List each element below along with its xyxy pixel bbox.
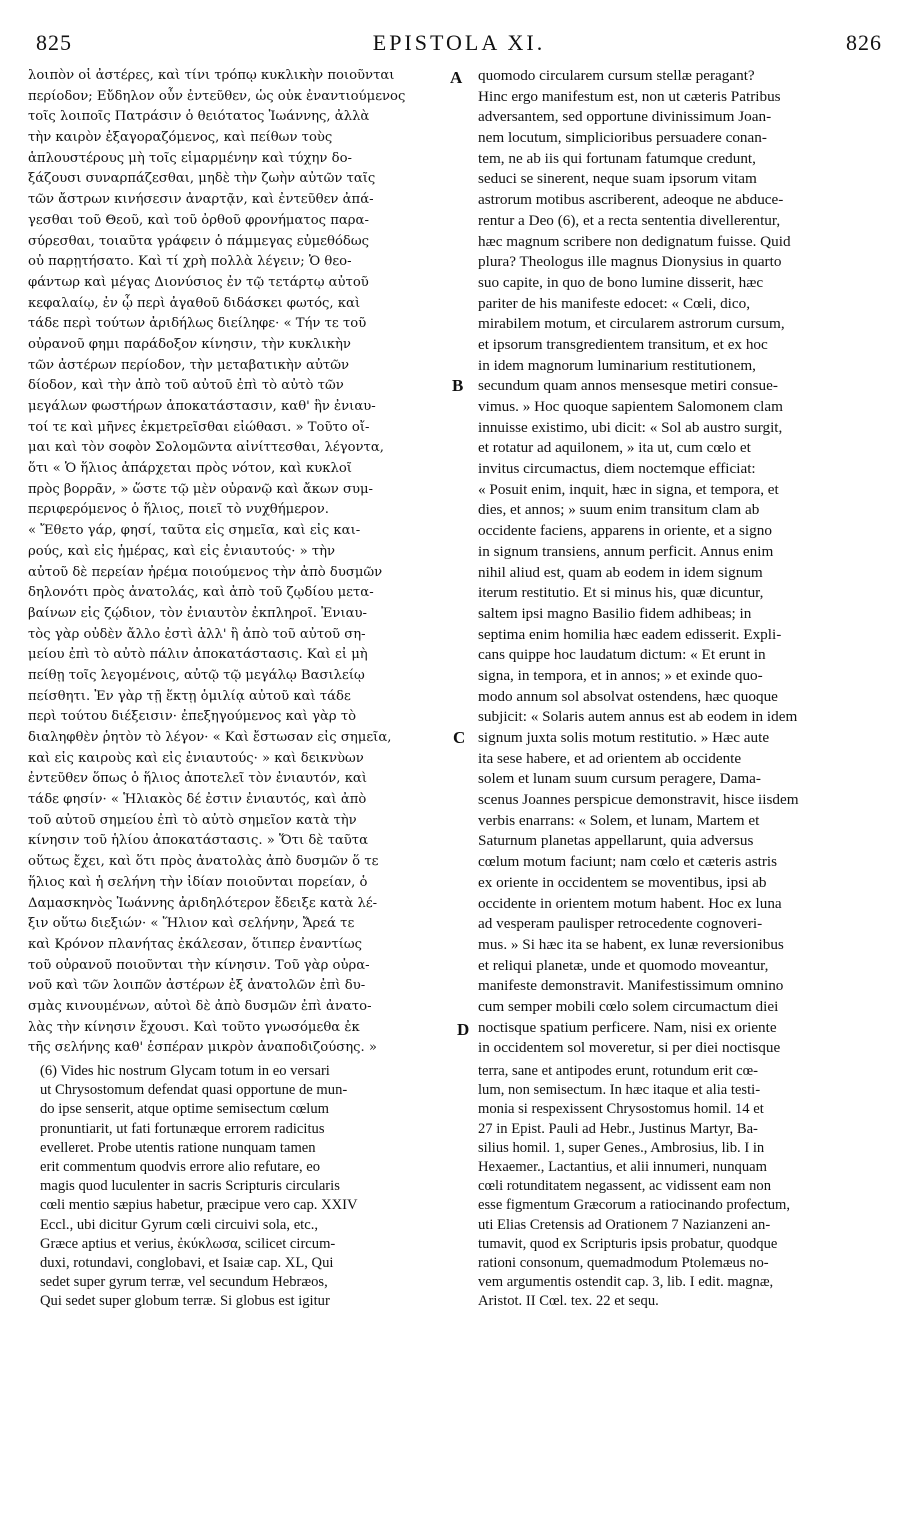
latin-text-line: et rotatur ad aquilonem, » ita ut, cum cœlo et	[478, 439, 751, 457]
footnote-line: terra, sane et antipodes erunt, rotundum erit cœ-	[478, 1063, 759, 1079]
latin-text-line: et reliqui planetæ, unde et quomodo moveantur,	[478, 956, 769, 974]
footnote-line: Hexaemer., Lactantius, et alii innumeri, nunquam	[478, 1158, 767, 1175]
latin-text-line: nem locutum, simplicioribus persuadere conan-	[478, 129, 767, 147]
latin-text-line: subjicit: « Solaris autem annus est ab eodem in idem	[478, 708, 798, 726]
greek-text-column	[28, 66, 468, 1059]
section-marker-b: B	[452, 376, 464, 395]
latin-text-line: occidente in orientem motum habent. Hoc ex luna	[478, 894, 782, 912]
greek-text-line: πρὸς βορρᾶν, » ὥστε τῷ μὲν οὐρανῷ καὶ ἄκων συμ-	[28, 481, 373, 497]
latin-text-line: ad vesperam paulisper retrocedente cognoveri-	[478, 915, 763, 933]
latin-text-line: « Posuit enim, inquit, hæc in signa, et tempora, et	[478, 480, 779, 498]
greek-text-line: περιφερόμενος ὁ ἥλιος, ποιεῖ τὸ νυχθήμερον.	[28, 502, 329, 518]
greek-text-line: ἥλιος καὶ ἡ σελήνη τὴν ἰδίαν ποιοῦνται πορείαν, ὁ	[28, 874, 368, 890]
greek-text-line: τῶν ἀστέρων περίοδον, τὴν μεταβατικὴν αὐτῶν	[28, 357, 349, 373]
footnote-line: Aristot. II Cœl. tex. 22 et sequ.	[478, 1293, 659, 1310]
greek-text-line: τὸς γὰρ οὐδὲν ἄλλο ἐστὶ ἀλλ' ἢ ἀπὸ τοῦ αὐτοῦ ση-	[28, 626, 366, 642]
section-marker-c: C	[453, 728, 466, 747]
latin-text-line: tem, ne ab iis qui fortunam fatumque credunt,	[478, 149, 756, 167]
footnote-line: erit commentum quodvis errore alio refutare, eo	[40, 1158, 321, 1175]
greek-text-line: Δαμασκηνὸς Ἰωάννης ἀριδηλότερον ἔδειξε κατὰ λέ-	[28, 895, 378, 911]
greek-text-line: τῶν ἄστρων κινήσεσιν ἀναρτᾷν, καὶ ἐντεῦθεν ἀπά-	[28, 192, 374, 208]
latin-text-line: suo capite, in quo de bono lumine disserit, hæc	[478, 273, 764, 291]
footnote-line: esse figmentum Græcorum a ratiocinando profectum,	[478, 1197, 791, 1214]
greek-text-line: βαίνων εἰς ζῴδιον, τὸν ἐνιαυτὸν ἐκπληροῖ. Ἐνιαυ-	[28, 605, 367, 621]
latin-text-line: nihil aliud est, quam ab eodem in idem signum	[478, 563, 763, 581]
greek-text-line: πείσθητι. Ἐν γὰρ τῇ ἕκτῃ ὁμιλίᾳ αὐτοῦ καὶ τάδε	[28, 688, 351, 704]
latin-text-line: occidente faciens, apparens in oriente, et a signo	[478, 522, 772, 540]
footnote-line: Eccl., ubi dicitur Gyrum cœli circuivi sola, etc.,	[40, 1216, 319, 1233]
greek-text-line: δίοδον, καὶ τὴν ἀπὸ τοῦ αὐτοῦ ἐπὶ τὸ αὐτὸ τῶν	[28, 378, 344, 394]
greek-text-line: ρούς, καὶ εἰς ἡμέρας, καὶ εἰς ἐνιαυτούς· » τὴν	[28, 543, 336, 559]
greek-text-line: περὶ τούτου διέξεισιν· ἐπεξηγούμενος καὶ γὰρ τὸ	[28, 709, 357, 725]
greek-text-line: πείθῃ τοῖς λεγομένοις, αὐτῷ τῷ μεγάλῳ Βασιλείῳ	[28, 667, 365, 683]
greek-text-line: μεγάλων φωστήρων ἀποκατάστασιν, καθ' ἣν ἐνιαυ-	[28, 399, 376, 414]
greek-text-line: δηλονότι πρὸς ἀνατολάς, καὶ ἀπὸ τοῦ ζῳδίου μετα-	[28, 585, 374, 601]
greek-text-line: σμὰς κινουμένων, αὐτοὶ δὲ ἀπὸ δυσμῶν ἐπὶ ἀνατο-	[28, 998, 372, 1014]
latin-text-line: scenus Joannes perspicue demonstravit, hisce iisdem	[478, 791, 799, 809]
greek-text-line: τάδε περὶ τούτων ἀριδήλως διείληφε· « Τήν τε τοῦ	[28, 316, 367, 332]
latin-text-line: signum juxta solis motum restitutio. » Hæc aute	[478, 729, 770, 746]
latin-text-line: hæc magnum scribere non dedignatum fuisse. Quid	[478, 232, 791, 250]
greek-text-line: λοιπὸν οἱ ἀστέρες, καὶ τίνι τρόπῳ κυκλικὴν ποιοῦνται	[28, 68, 395, 83]
greek-text-line: τάδε φησίν· « Ἡλιακὸς δέ ἐστιν ἐνιαυτός, καὶ ἀπὸ	[28, 792, 367, 808]
latin-text-line: Saturnum planetas appellarunt, quia adversus	[478, 832, 754, 850]
greek-text-line: τοῖς λοιποῖς Πατράσιν ὁ θειότατος Ἰωάννης, ἀλλὰ	[28, 109, 370, 125]
page-number-right: 826	[846, 30, 882, 55]
latin-text-line: in idem magnorum luminarium restitutionem,	[478, 356, 756, 374]
footnote-line: duxi, rotundavi, conglobavi, et Isaiæ cap. XL, Qui	[40, 1254, 334, 1271]
latin-text-line: vimus. » Hoc quoque sapientem Salomonem clam	[478, 398, 783, 415]
latin-text-line: rentur a Deo (6), et a recta sententia divellerentur,	[478, 211, 781, 229]
latin-text-line: innuisse existimo, ubi dicit: « Sol ab austro surgit,	[478, 418, 783, 436]
running-title: EPISTOLA XI.	[372, 30, 546, 55]
latin-text-line: cœlum motum faciunt; nam cœlo et cæteris astris	[478, 853, 778, 871]
latin-text-line: Hinc ergo manifestum est, non ut cæteris Patribus	[478, 87, 781, 105]
latin-text-line: noctisque spatium perficere. Nam, nisi ex oriente	[478, 1018, 777, 1036]
greek-text-line: ἁπλουστέρους μὴ τοῖς εἱμαρμένην καὶ τύχην δο-	[28, 150, 352, 166]
section-marker-d: D	[457, 1020, 470, 1039]
footnote-line: Græce aptius et verius, ἐκύκλωσα, scilicet circum-	[40, 1235, 336, 1252]
footnote-line: tumavit, quod ex Scripturis ipsis probatur, quodque	[478, 1235, 778, 1252]
greek-text-line: τοί τε καὶ μῆνες ἐκμετρεῖσθαι εἰώθασι. » Τοῦτο οἴ-	[28, 419, 370, 435]
latin-text-line: cum semper mobili cœlo solem circumactum diei	[478, 997, 779, 1015]
latin-text-line: mus. » Si hæc ita se habent, ex lunæ reversionibus	[478, 935, 784, 953]
greek-text-line: αὐτοῦ δὲ περείαν ἠρέμα ποιούμενος τὴν ἀπὸ δυσμῶν	[28, 564, 383, 580]
latin-text-line: manifeste demonstravit. Manifestissimum omnino	[478, 977, 784, 995]
greek-text-line: λὰς τὴν κίνησιν ἔχουσι. Καὶ τοῦτο γνωσόμεθα ἐκ	[28, 1019, 360, 1035]
latin-text-line: in signum transiens, annum perficit. Annus enim	[478, 542, 774, 560]
greek-text-line: σύρεσθαι, τοιαῦτα γράφειν ὁ πάμμεγας εὐμεθόδως	[28, 233, 369, 249]
latin-text-line: invitus circumactus, diem noctemque efficiat:	[478, 460, 756, 478]
latin-text-line: saltem ipsi magno Basilio fidem adhibeas; in	[478, 604, 752, 622]
greek-text-line: τὴν καιρὸν ἐξαγοραζόμενος, καὶ πείθων τοὺς	[28, 130, 333, 146]
latin-text-line: quomodo circularem cursum stellæ peragant?	[478, 67, 755, 84]
footnote-line: uti Elias Cretensis ad Orationem 7 Nazianzeni an-	[478, 1216, 771, 1233]
greek-text-line: ὅτι « Ὁ ἥλιος ἀπάρχεται πρὸς νότον, καὶ κυκλοῖ	[28, 461, 352, 477]
latin-text-line: modo annum sol absolvat ostendens, hæc quoque	[478, 687, 778, 705]
greek-text-line: κίνησιν τοῦ ἡλίου ἀποκατάστασις. » Ὅτι δὲ ταῦτα	[28, 833, 368, 849]
greek-text-line: διαληφθὲν ῥητὸν τὸ λέγον· « Καὶ ἔστωσαν εἰς σημεῖα,	[28, 730, 392, 745]
footnote-line: 27 in Epist. Pauli ad Hebr., Justinus Martyr, Ba-	[478, 1120, 758, 1137]
latin-text-line: verbis enarrans: « Solem, et lunam, Martem et	[478, 811, 760, 829]
greek-text-line: τοῦ αὐτοῦ σημείου ἐπὶ τὸ αὐτὸ σημεῖον κατὰ τὴν	[28, 812, 357, 828]
greek-text-line: κεφαλαίῳ, ἐν ᾧ περὶ ἀγαθοῦ διδάσκει φωτός, καὶ	[28, 295, 361, 311]
greek-text-line: μαι καὶ τὸν σοφὸν Σολομῶντα αἰνίττεσθαι, λέγοντα,	[28, 440, 384, 456]
footnote-line: pronuntiarit, ut fati fortunæque errorem radicitus	[40, 1120, 325, 1137]
latin-text-line: pariter de his manifeste edocet: « Cœli, dico,	[478, 294, 751, 312]
greek-text-line: τῆς σελήνης καθ' ἑσπέραν μικρὸν ἀναποδιζούσης. »	[28, 1040, 377, 1056]
latin-text-line: secundum quam annos mensesque metiri consue-	[478, 377, 778, 395]
greek-text-line: τοῦ οὐρανοῦ ποιοῦνται τὴν κίνησιν. Τοῦ γὰρ οὐρα-	[28, 957, 370, 973]
footnote-line: rationi consonum, quemadmodum Ptolemæus no-	[478, 1254, 769, 1271]
page-number-left: 825	[36, 30, 72, 55]
section-marker-a: A	[450, 68, 463, 87]
footnote-line: cœli mentio sæpius habetur, præcipue vero cap. XXIV	[40, 1197, 358, 1214]
footnote-line: do ipse senserit, atque optime semisectum cœlum	[40, 1101, 329, 1118]
latin-text-line: signa, in tempora, et in annos; » et exinde quo-	[478, 666, 763, 684]
latin-text-line: plura? Theologus ille magnus Dionysius in quarto	[478, 253, 782, 271]
greek-text-line: γεσθαι τοῦ Θεοῦ, καὶ τοῦ ὀρθοῦ φρονήματος παρα-	[28, 212, 369, 228]
footnote-line: monia si respexissent Chrysostomus homil. 14 et	[478, 1101, 764, 1118]
footnote-line: ut Chrysostomum defendat quasi opportune de mun-	[40, 1082, 348, 1099]
footnote-line: sedet super gyrum terræ, vel secundum Hebræos,	[40, 1274, 328, 1291]
latin-text-line: in occidentem sol moveretur, si per diei noctisque	[478, 1039, 781, 1057]
greek-text-line: ξάζουσι συναρπάζεσθαι, μηδὲ τὴν ζωὴν αὐτῶν ταῖς	[28, 171, 376, 187]
greek-text-line: περίοδον; Εὔδηλον οὖν ἐντεῦθεν, ὡς οὐκ ἐναντιούμενος	[28, 88, 406, 104]
footnote-line: lum, non semisectum. In hæc itaque et alia testi-	[478, 1082, 761, 1099]
footnote-line: cœli rotunditatem negassent, ac vidissent eam non	[478, 1178, 772, 1195]
greek-text-line: καὶ Κρόνον πλανήτας ἐκάλεσαν, ὅτιπερ ἐναντίως	[28, 936, 363, 952]
latin-text-line: cans quippe hoc laudatum dictum: « Et erunt in	[478, 646, 766, 664]
page-header	[36, 30, 882, 60]
latin-text-line: seduci se sinerent, neque suam ipsorum vitam	[478, 170, 757, 188]
latin-text-line: ex oriente in occidentem se moventibus, ipsi ab	[478, 873, 767, 891]
latin-text-line: et ipsorum transgredientem transitum, et ex hoc	[478, 335, 768, 353]
greek-text-line: « Ἔθετο γάρ, φησί, ταῦτα εἰς σημεῖα, καὶ εἰς και-	[28, 523, 361, 539]
greek-text-line: ξιν οὕτω διεξιών· « Ἥλιον καὶ σελήνην, Ἄρεά τε	[28, 916, 355, 932]
greek-text-line: νοῦ καὶ τῶν λοιπῶν ἀστέρων ἐξ ἀνατολῶν ἐπὶ δυ-	[28, 978, 366, 994]
greek-text-line: οὐ παρῃτήσατο. Καὶ τί χρὴ πολλὰ λέγειν; Ὁ θεο-	[28, 254, 352, 270]
latin-text-line: solem et lunam suum cursum peragere, Dama-	[478, 770, 761, 788]
latin-text-line: adversantem, sed opportune divinissimum Joan-	[478, 108, 772, 126]
footnote-line: Qui sedet super globum terræ. Si globus est igitur	[40, 1293, 330, 1310]
latin-text-line: dies, et annos; » suum enim transitum clam ab	[478, 501, 760, 519]
footnote-line: (6) Vides hic nostrum Glycam totum in eo versari	[40, 1063, 330, 1079]
latin-text-column	[478, 66, 890, 1059]
greek-text-line: φάντωρ καὶ μέγας Διονύσιος ἐν τῷ τετάρτῳ αὐτοῦ	[28, 274, 369, 290]
footnote-left-column	[40, 1062, 460, 1311]
footnote-line: magis quod luculenter in sacris Scripturis circularis	[40, 1178, 340, 1195]
latin-text-line: mirabilem motum, et circularem astrorum cursum,	[478, 315, 785, 333]
footnote-line: vem argumentis ostendit cap. 3, lib. I edit. magnæ,	[478, 1274, 774, 1291]
latin-text-line: astrorum motibus ascriberent, adeoque ne abduce-	[478, 191, 784, 209]
latin-text-line: ita sese habere, et ad orientem ab occidente	[478, 749, 742, 767]
greek-text-line: οὐρανοῦ φημι παράδοξον κίνησιν, τὴν κυκλικὴν	[28, 336, 351, 352]
footnote-line: evelleret. Probe utentis ratione nunquam tamen	[40, 1139, 316, 1156]
latin-text-line: septima enim homilia hæc eadem edisserit. Expli-	[478, 625, 782, 643]
greek-text-line: μείου ἐπὶ τὸ αὐτὸ πάλιν ἀποκατάστασις. Καὶ εἰ μὴ	[28, 647, 368, 663]
greek-text-line: οὕτως ἔχει, καὶ ὅτι πρὸς ἀνατολὰς ἀπὸ δυσμῶν ὅ τε	[28, 854, 379, 870]
footnote-line: silius homil. 1, super Genes., Ambrosius, lib. I in	[478, 1139, 765, 1156]
greek-text-line: καὶ εἰς καιροὺς καὶ εἰς ἐνιαυτούς· » καὶ δεικνὺων	[28, 750, 364, 766]
latin-text-line: iterum restitutio. Et si minus his, quæ dicuntur,	[478, 584, 764, 602]
footnote-right-column	[478, 1062, 890, 1311]
greek-text-line: ἐντεῦθεν ὅπως ὁ ἥλιος ἀποτελεῖ τὸν ἐνιαυτόν, καὶ	[28, 771, 368, 787]
